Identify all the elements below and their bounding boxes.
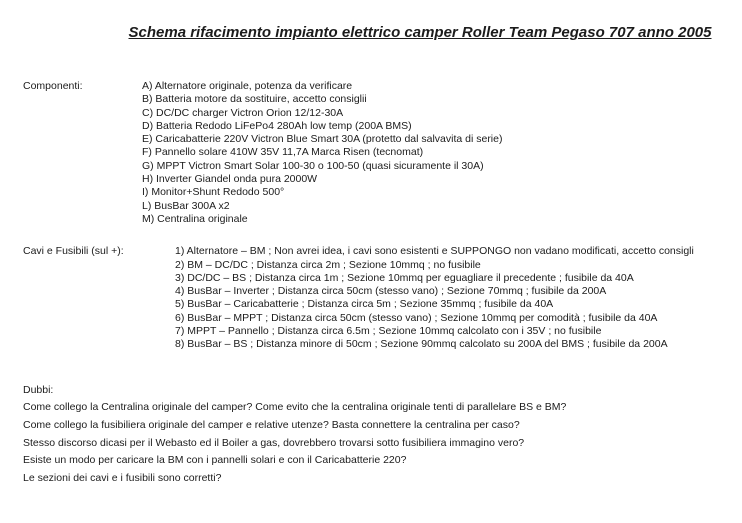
doubt-question: Esiste un modo per caricare la BM con i pannelli solari e con il Caricabatterie 220? <box>23 454 407 467</box>
components-section-label: Componenti: <box>23 80 83 92</box>
component-item: B) Batteria motore da sostituire, accetto consiglii <box>142 93 367 106</box>
cable-fuse-item: 2) BM – DC/DC ; Distanza circa 2m ; Sezione 10mmq ; no fusibile <box>175 258 481 271</box>
document-page <box>0 23 742 485</box>
cable-fuse-item: 1) Alternatore – BM ; Non avrei idea, i cavi sono esistenti e SUPPONGO non vadano modificati, accetto consigli <box>175 245 694 258</box>
cable-fuse-item: 7) MPPT – Pannello ; Distanza circa 6.5m ; Sezione 10mmq calcolato con i 35V ; no fusibile <box>175 325 602 338</box>
cables-fuses-section <box>0 245 742 351</box>
cables-fuses-section-label: Cavi e Fusibili (sul +): <box>23 245 124 258</box>
cable-fuse-item: 3) DC/DC – BS ; Distanza circa 1m ; Sezione 10mmq per eguagliare il precedente ; fusibile da 40A <box>175 271 634 284</box>
doubt-question: Come collego la fusibiliera originale del camper e relative utenze? Basta connettere la centralina per caso? <box>23 419 520 432</box>
cable-fuse-item: 6) BusBar – MPPT ; Distanza circa 50cm (stesso vano) ; Sezione 10mmq per comodità ; fusibile da 40A <box>175 311 658 324</box>
component-item: E) Caricabatterie 220V Victron Blue Smart 30A (protetto dal salvavita di serie) <box>142 133 503 146</box>
doubts-section <box>0 384 742 485</box>
component-item: F) Pannello solare 410W 35V 11,7A Marca Risen (tecnomat) <box>142 146 424 159</box>
component-item: M) Centralina originale <box>142 212 248 225</box>
component-item: I) Monitor+Shunt Redodo 500° <box>142 186 285 199</box>
doubt-question: Stesso discorso dicasi per il Webasto ed il Boiler a gas, dovrebbero trovarsi sotto fusibiliera immagino vero? <box>23 436 525 449</box>
doubts-section-label: Dubbi: <box>23 383 54 396</box>
doubt-question: Le sezioni dei cavi e i fusibili sono corretti? <box>23 472 222 485</box>
cables-fuses-list <box>175 245 694 351</box>
components-list <box>142 80 502 226</box>
components-section <box>0 80 742 226</box>
component-item: H) Inverter Giandel onda pura 2000W <box>142 173 318 186</box>
cable-fuse-item: 4) BusBar – Inverter ; Distanza circa 50cm (stesso vano) ; Sezione 70mmq ; fusibile da 200A <box>175 285 607 298</box>
page-title: Schema rifacimento impianto elettrico camper Roller Team Pegaso 707 anno 2005 <box>128 24 712 41</box>
component-item: C) DC/DC charger Victron Orion 12/12-30A <box>142 106 344 119</box>
component-item: L) BusBar 300A x2 <box>142 199 230 212</box>
component-item: A) Alternatore originale, potenza da verificare <box>142 80 353 92</box>
component-item: G) MPPT Victron Smart Solar 100-30 o 100-50 (quasi sicuramente il 30A) <box>142 159 484 172</box>
cable-fuse-item: 8) BusBar – BS ; Distanza minore di 50cm ; Sezione 90mmq calcolato su 200A del BMS ; fusibile da 200A <box>175 338 668 351</box>
component-item: D) Batteria Redodo LiFePo4 280Ah low temp (200A BMS) <box>142 119 412 132</box>
cable-fuse-item: 5) BusBar – Caricabatterie ; Distanza circa 5m ; Sezione 35mmq ; fusibile da 40A <box>175 298 554 311</box>
doubt-question: Come collego la Centralina originale del camper? Come evito che la centralina originale tenti di parallelare BS e BM? <box>23 401 567 414</box>
